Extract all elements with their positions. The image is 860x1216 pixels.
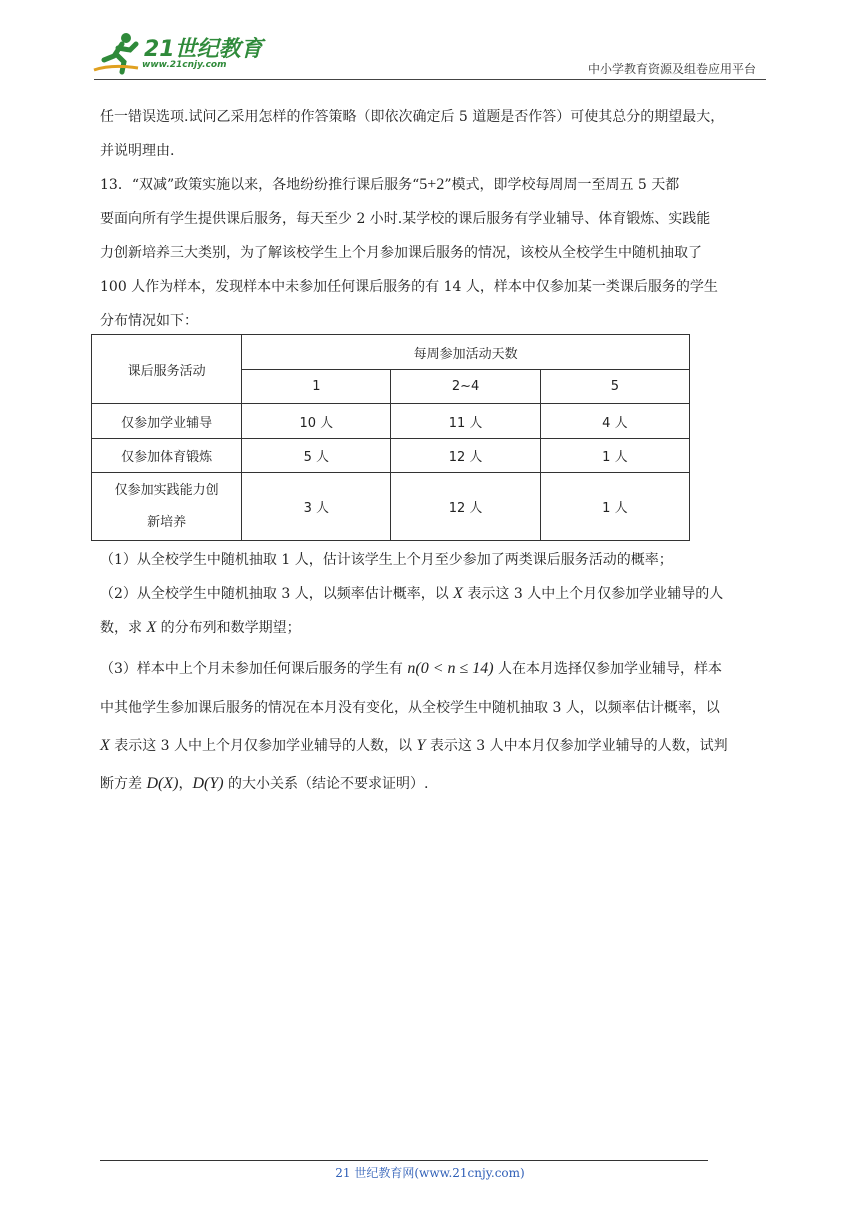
question-13 (100, 168, 762, 202)
table-row (92, 473, 690, 541)
q-text: 的分布列和数学期望； (156, 620, 301, 636)
question-3 (100, 649, 762, 689)
para-line: 任一错误选项.试问乙采用怎样的作答策略（即依次确定后 5 道题是否作答）可使其总分的期望最大， (100, 109, 725, 125)
platform-name: 中小学教育资源及组卷应用平台 (587, 62, 756, 76)
q-text: （2）从全校学生中随机抽取 3 人，以频率估计概率，以 (100, 586, 454, 602)
table-cell: 1 人 (540, 473, 689, 541)
table-row (92, 439, 690, 473)
row-label-line: 仅参加实践能力创 (114, 482, 219, 498)
sub-questions (100, 543, 762, 803)
q-text: ， (178, 776, 193, 792)
q-text: 表示这 3 人中上个月仅参加学业辅导的人 (462, 586, 724, 602)
mode-expression: 5+2 (419, 176, 445, 193)
question-3-cont (100, 765, 762, 803)
document-body (100, 100, 762, 338)
table-col-header: 2~4 (391, 370, 540, 404)
site-logo (92, 30, 282, 78)
runner-logo-icon (92, 30, 142, 76)
var-y: Y (416, 737, 426, 754)
header-divider (94, 79, 766, 80)
row-label-line: 新培养 (147, 514, 187, 530)
q-text: 人在本月选择仅参加学业辅导，样本 (493, 661, 723, 677)
table-cell: 4 人 (540, 404, 689, 439)
variance-dy: D(Y) (192, 775, 224, 792)
table-cell: 1 人 (540, 439, 689, 473)
question-2 (100, 577, 762, 611)
question-1: （1）从全校学生中随机抽取 1 人，估计该学生上个月至少参加了两类课后服务活动的概率； (100, 552, 673, 568)
para-line: 并说明理由. (100, 143, 175, 159)
q-text: 断方差 (100, 776, 147, 792)
var-x: X (146, 619, 157, 636)
n-range-expression: n(0 < n ≤ 14) (407, 660, 494, 677)
q-text: 表示这 3 人中上个月仅参加学业辅导的人数，以 (109, 738, 417, 754)
var-x: X (453, 585, 463, 602)
para-line: 100 人作为样本，发现样本中未参加任何课后服务的有 14 人，样本中仅参加某一类课后服务的学生 (100, 279, 718, 295)
logo-url: www.21cnjy.com (142, 60, 227, 70)
q-text: 数，求 (100, 620, 147, 636)
q13-text: 13．“双减”政策实施以来，各地纷纷推行课后服务“ (100, 177, 420, 193)
row-label (92, 473, 242, 541)
logo-text: 21世纪教育 (144, 37, 263, 62)
question-3-cont: 中其他学生参加课后服务的情况在本月没有变化，从全校学生中随机抽取 3 人，以频率估计概率，以 (100, 700, 720, 716)
table-cell: 12 人 (391, 439, 540, 473)
row-label: 仅参加体育锻炼 (92, 439, 242, 473)
table-cell: 3 人 (242, 473, 391, 541)
para-line: 力创新培养三大类别，为了解该校学生上个月参加课后服务的情况，该校从全校学生中随机抽取了 (100, 245, 702, 261)
footer-link[interactable]: 21 世纪教育网(www.21cnjy.com) (335, 1166, 525, 1180)
para-line: 要面向所有学生提供课后服务，每天至少 2 小时.某学校的课后服务有学业辅导、体育锻炼、实践能 (100, 211, 711, 227)
question-3-cont (100, 727, 762, 765)
q13-text: ”模式，即学校每周周一至周五 5 天都 (444, 177, 680, 193)
table-cell: 10 人 (242, 404, 391, 439)
row-label: 仅参加学业辅导 (92, 404, 242, 439)
table-cell: 5 人 (242, 439, 391, 473)
table-corner-header: 课后服务活动 (92, 335, 242, 404)
para-line: 分布情况如下： (100, 313, 198, 329)
table-col-header: 5 (540, 370, 689, 404)
question-2-cont (100, 611, 762, 645)
table-cell: 11 人 (391, 404, 540, 439)
q-text: 的大小关系（结论不要求证明）. (223, 776, 429, 792)
footer-divider (100, 1160, 708, 1161)
table-col-header: 1 (242, 370, 391, 404)
q-text: 表示这 3 人中本月仅参加学业辅导的人数，试判 (425, 738, 728, 754)
variance-dx: D(X) (146, 775, 179, 792)
service-distribution-table (91, 334, 690, 541)
table-group-header: 每周参加活动天数 (242, 335, 690, 370)
table-row (92, 404, 690, 439)
table-cell: 12 人 (391, 473, 540, 541)
var-x: X (100, 737, 110, 754)
q-text: （3）样本中上个月未参加任何课后服务的学生有 (100, 661, 408, 677)
